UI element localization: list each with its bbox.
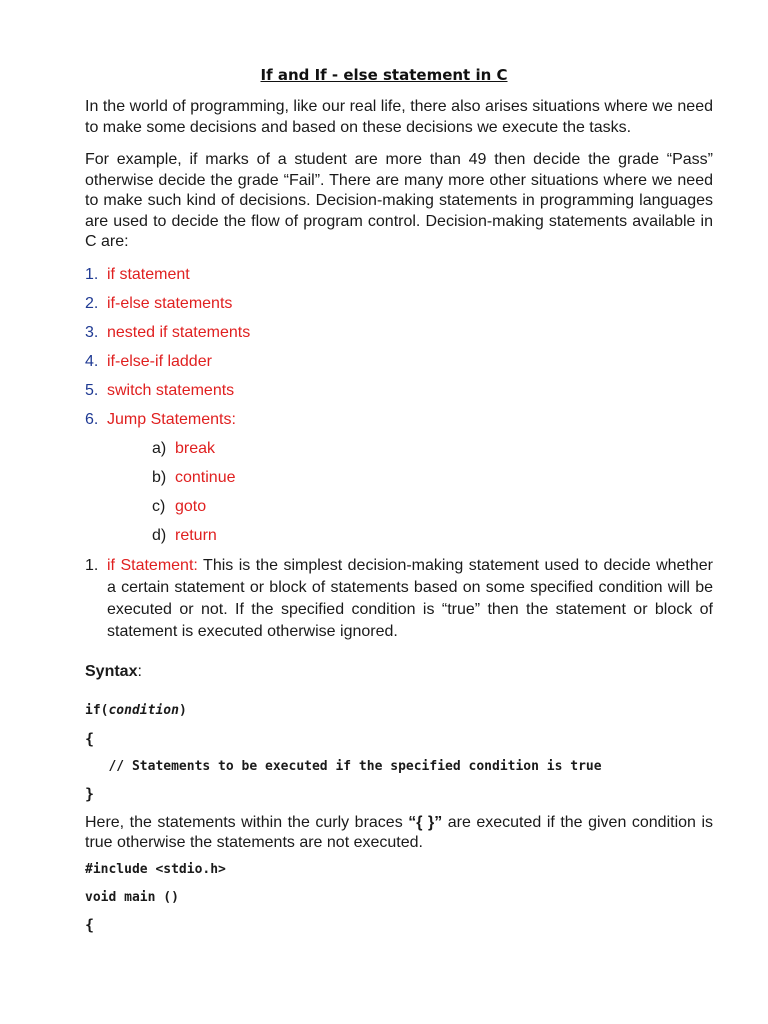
list-text: if-else statements	[107, 295, 233, 312]
list-number: 2.	[85, 295, 99, 312]
explanation-paragraph	[85, 813, 713, 853]
list-number: 4.	[85, 353, 99, 370]
sublist-letter: c)	[152, 498, 166, 515]
list-text: Jump Statements:	[107, 411, 236, 428]
sublist-letter: d)	[152, 527, 167, 544]
code-line-main: void main ()	[85, 890, 179, 905]
explanation-braces: “{ }”	[408, 814, 443, 831]
sublist-text: return	[175, 527, 217, 544]
page-title: If and If - else statement in C	[260, 66, 508, 84]
syntax-label: Syntax	[85, 663, 138, 680]
code-token: if(	[85, 703, 109, 718]
section-label: if Statement:	[107, 557, 198, 574]
code-line-brace-close: }	[85, 785, 95, 803]
code-line-if	[85, 703, 187, 718]
list-text: switch statements	[107, 382, 235, 399]
list-number: 1.	[85, 266, 99, 283]
syntax-heading	[85, 663, 142, 681]
sublist-text: continue	[175, 469, 236, 486]
explanation-text: are executed if the given condition is true otherwise the statements are not executed.	[85, 814, 713, 851]
sublist-text: goto	[175, 498, 207, 515]
syntax-colon: :	[137, 663, 142, 680]
example-paragraph: For example, if marks of a student are more than 49 then decide the grade “Pass” otherwise decide the grade “Fail”. There are many more other situations where we need to make such kind of decisions. Decision-making statements in programming languages are used to decide the flow of program control. Decision-making statements available in C are:	[85, 151, 713, 250]
list-number: 6.	[85, 411, 99, 428]
intro-paragraph: In the world of programming, like our real life, there also arises situations where we need to make some decisions and based on these decisions we execute the tasks.	[85, 98, 713, 136]
code-line-include: #include <stdio.h>	[85, 862, 226, 877]
sublist-text: break	[175, 440, 216, 457]
code-line-brace-open: {	[85, 730, 95, 748]
list-number: 3.	[85, 324, 99, 341]
sublist-letter: b)	[152, 469, 167, 486]
list-text: if statement	[107, 266, 190, 283]
section-number: 1.	[85, 557, 99, 574]
list-text: nested if statements	[107, 324, 251, 341]
code-condition: condition	[108, 703, 179, 718]
code-line-brace: {	[85, 916, 95, 934]
sublist-letter: a)	[152, 440, 167, 457]
section-body	[107, 555, 713, 643]
list-number: 5.	[85, 382, 99, 399]
section-text: This is the simplest decision-making statement used to decide whether a certain statement or block of statements based on some specified condition will be executed or not. If the specified condition is “true” then the statement or block of statement is executed otherwise ignored.	[107, 557, 714, 640]
code-token: )	[178, 703, 187, 718]
code-line-comment: // Statements to be executed if the specified condition is true	[85, 759, 602, 774]
list-text: if-else-if ladder	[107, 353, 212, 370]
explanation-text: Here, the statements within the curly braces	[85, 814, 409, 831]
